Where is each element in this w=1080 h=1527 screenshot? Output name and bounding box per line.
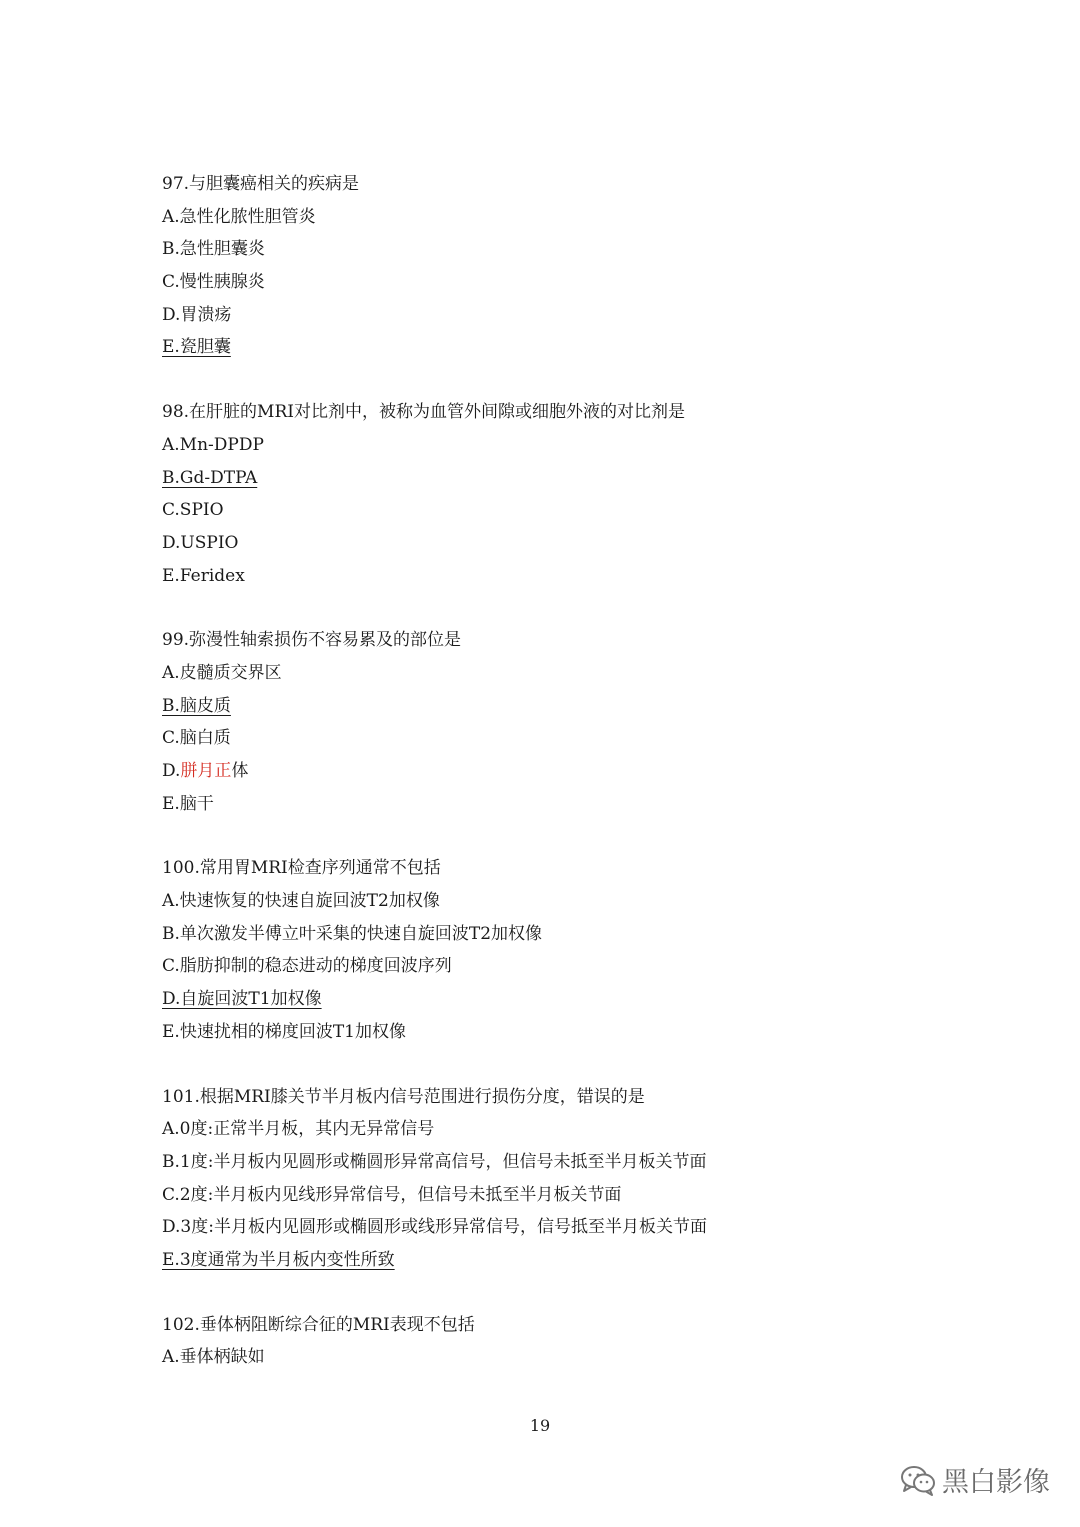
question-stem: 100.常用胃MRI检查序列通常不包括 <box>162 858 441 879</box>
option-b: B.1度:半月板内见圆形或椭圆形异常高信号，但信号未抵至半月板关节面 <box>162 1151 707 1172</box>
option-e: E.脑干 <box>162 793 214 814</box>
option-d: D.3度:半月板内见圆形或椭圆形或线形异常信号，信号抵至半月板关节面 <box>162 1217 707 1238</box>
option-d: D.胃溃疡 <box>162 304 232 325</box>
question-stem: 98.在肝脏的MRI对比剂中，被称为血管外间隙或细胞外液的对比剂是 <box>162 402 685 423</box>
question-stem: 99.弥漫性轴索损伤不容易累及的部位是 <box>162 630 462 651</box>
question-101 <box>162 1081 1022 1277</box>
question-97 <box>162 168 1022 364</box>
question-99 <box>162 624 1022 820</box>
option-b-correct: B.Gd-DTPA <box>162 467 258 488</box>
option-a: A.急性化脓性胆管炎 <box>162 206 316 227</box>
typo-highlight: 胼月正 <box>180 761 232 781</box>
question-stem: 101.根据MRI膝关节半月板内信号范围进行损伤分度，错误的是 <box>162 1086 645 1107</box>
question-102 <box>162 1309 1022 1374</box>
option-c: C.2度:半月板内见线形异常信号，但信号未抵至半月板关节面 <box>162 1184 622 1205</box>
wechat-icon <box>900 1464 936 1496</box>
option-c: C.脑白质 <box>162 728 231 749</box>
option-d: D.胼月正体 <box>162 761 249 781</box>
question-stem: 97.与胆囊癌相关的疾病是 <box>162 174 360 194</box>
option-a: A.快速恢复的快速自旋回波T2加权像 <box>162 891 440 912</box>
option-e-correct: E.瓷胆囊 <box>162 337 231 358</box>
question-98 <box>162 396 1022 592</box>
option-a: A.垂体柄缺如 <box>162 1347 265 1368</box>
option-a: A.Mn-DPDP <box>162 434 264 455</box>
option-b: B.急性胆囊炎 <box>162 239 265 260</box>
page-number: 19 <box>529 1416 551 1435</box>
option-e-correct: E.3度通常为半月板内变性所致 <box>162 1249 395 1270</box>
option-e: E.快速扰相的梯度回波T1加权像 <box>162 1021 406 1042</box>
option-b: B.单次激发半傅立叶采集的快速自旋回波T2加权像 <box>162 923 543 944</box>
option-a: A.0度:正常半月板，其内无异常信号 <box>162 1119 435 1140</box>
option-c: C.慢性胰腺炎 <box>162 272 265 293</box>
question-stem: 102.垂体柄阻断综合征的MRI表现不包括 <box>162 1314 475 1335</box>
watermark <box>900 1460 1050 1499</box>
question-100 <box>162 852 1022 1048</box>
option-e: E.Feridex <box>162 565 245 586</box>
option-a: A.皮髓质交界区 <box>162 662 282 683</box>
exam-page <box>162 168 1022 1406</box>
option-d-correct: D.自旋回波T1加权像 <box>162 989 322 1010</box>
option-d: D.USPIO <box>162 532 239 553</box>
option-b-correct: B.脑皮质 <box>162 695 231 716</box>
option-c: C.SPIO <box>162 500 224 521</box>
watermark-text: 黑白影像 <box>942 1467 1050 1498</box>
option-c: C.脂肪抑制的稳态进动的梯度回波序列 <box>162 956 452 977</box>
